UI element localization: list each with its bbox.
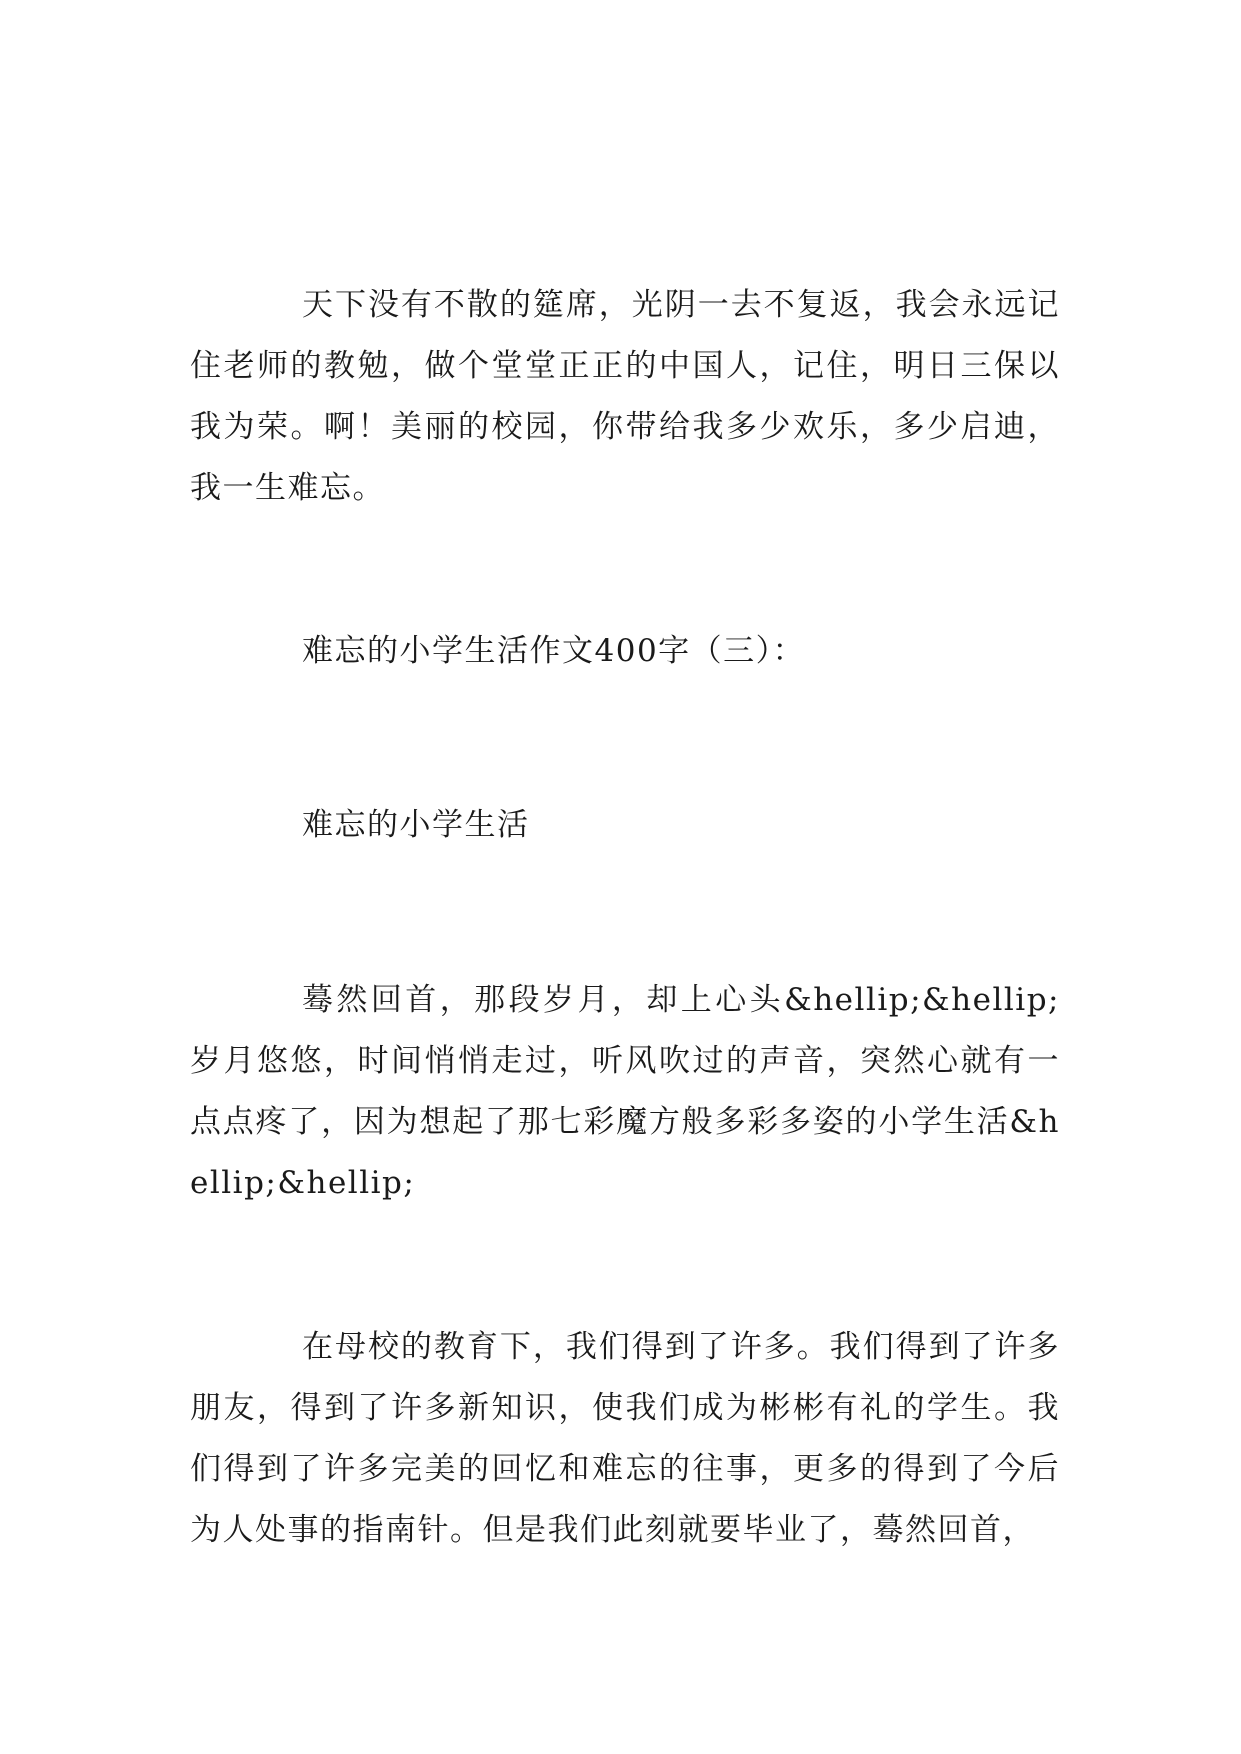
paragraph-alma-mater: 在母校的教育下，我们得到了许多。我们得到了许多朋友，得到了许多新知识，使我们成为彬彬有礼的学生。我们得到了许多完美的回忆和难忘的往事，更多的得到了今后为人处事的指南针。但是我们此刻就要毕业了，蓦然回首， [190, 1329, 1060, 1548]
paragraph-farewell: 天下没有不散的筵席，光阴一去不复返，我会永远记住老师的教勉，做个堂堂正正的中国人，记住，明日三保以我为荣。啊！美丽的校园，你带给我多少欢乐，多少启迪，我一生难忘。 [190, 287, 1060, 506]
essay-title: 难忘的小学生活 [302, 807, 530, 843]
paragraph-looking-back: 蓦然回首，那段岁月，却上心头&hellip;&hellip;岁月悠悠，时间悄悄走过，听风吹过的声音，突然心就有一点点疼了，因为想起了那七彩魔方般多彩多姿的小学生活&hellip;&hellip; [190, 982, 1060, 1201]
section-heading: 难忘的小学生活作文400字（三）： [302, 633, 806, 669]
